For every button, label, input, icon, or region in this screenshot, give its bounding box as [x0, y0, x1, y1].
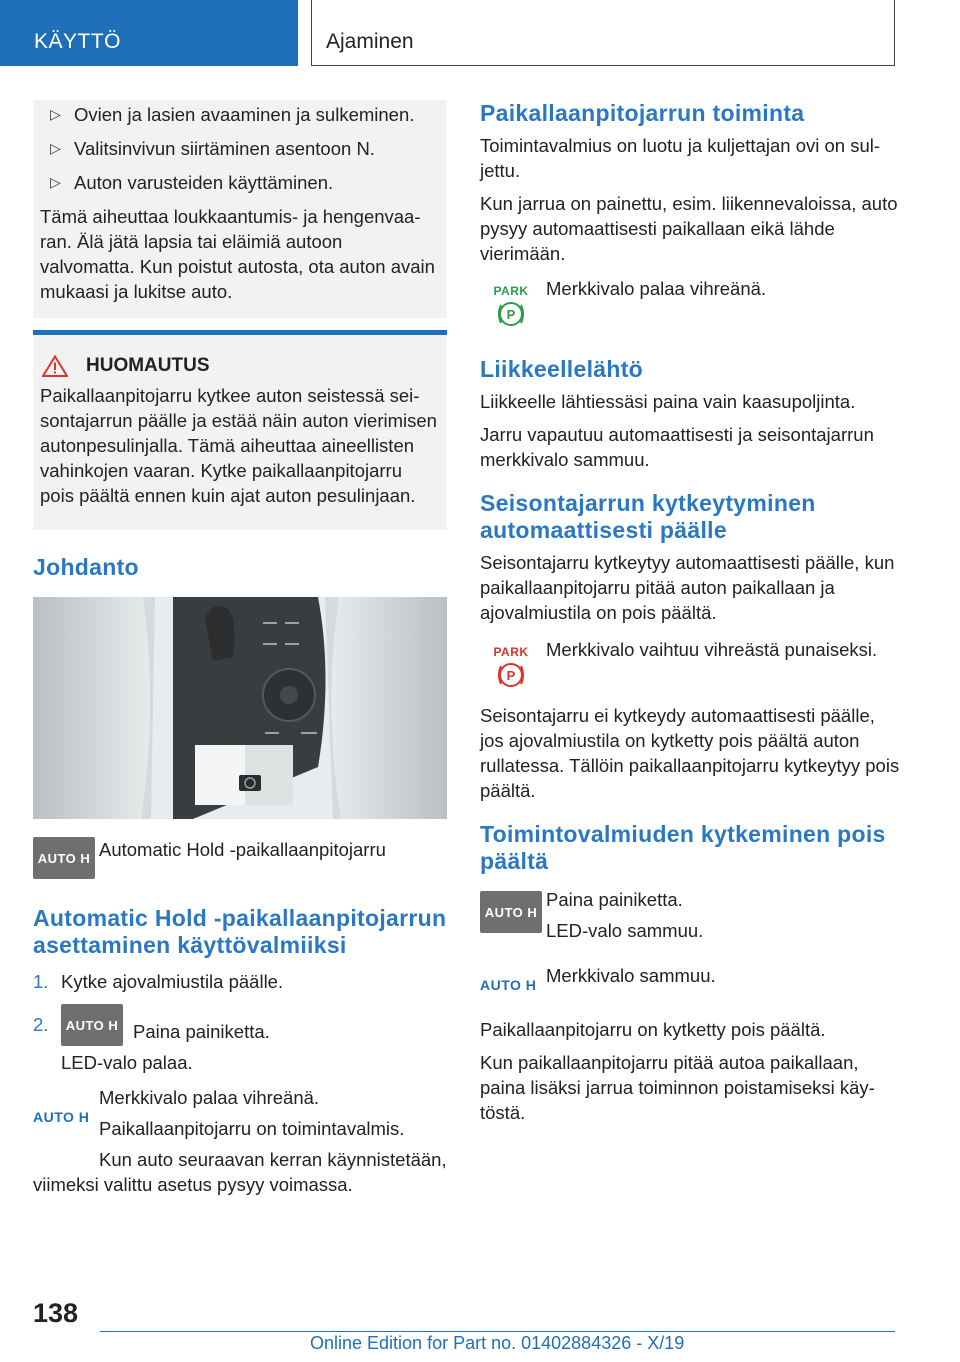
list-item: 1. Kytke ajovalmiustila päälle.	[33, 971, 284, 992]
auto-h-caption-row	[33, 837, 447, 879]
paragraph: Toimintavalmius on luotu ja kuljettajan ovi on suljettu.	[480, 135, 881, 181]
list-item: ▷ Ovien ja lasien avaaminen ja sulkeminen.	[50, 104, 415, 125]
led-text: LED-valo palaa.	[61, 1052, 193, 1073]
auto-h-button-slot	[33, 837, 99, 879]
park-green-slot	[480, 276, 546, 328]
notice-box	[33, 330, 447, 530]
off-press-text: Paina painiketta.	[546, 889, 683, 910]
park-green-text: Merkkivalo palaa vihreänä.	[546, 278, 767, 299]
paragraph: Kun paikallaanpitojarru pitää autoa paikallaan, paina lisäksi jarrua toiminnon poistamiseksi käytöstä.	[480, 1052, 875, 1123]
indicator-slot	[33, 1085, 99, 1127]
section-heading-setup: Automatic Hold -paikallaanpitojarrun asettaminen käyttövalmiiksi	[33, 905, 447, 958]
gear-selector-photo	[33, 597, 447, 819]
indicator-line: Merkkivalo palaa vihreänä.	[99, 1087, 320, 1108]
triangle-bullet-icon: ▷	[50, 174, 61, 190]
park-red-row	[480, 637, 900, 689]
indicator-row	[33, 1085, 447, 1147]
chapter-title: Ajaminen	[311, 0, 895, 66]
page-number: 138	[33, 1298, 79, 1328]
left-column	[33, 100, 447, 1197]
park-red-slot	[480, 637, 546, 689]
paragraph: Seisontajarru ei kytkeydy automaattisesti päälle, jos ajovalmiustila on kytketty pois päältä auton rullatessa. Tällöin paikallaanpitojarru kytkeytyy pois päältä.	[480, 705, 900, 801]
warning-continuation	[33, 100, 447, 318]
footer-divider	[100, 1331, 895, 1332]
paragraph: Jarru vapautuu automaattisesti ja seisontajarrun merkkivalo sammuu.	[480, 424, 874, 470]
park-red-text: Merkkivalo vaihtuu vihreästä punaiseksi.	[546, 639, 878, 660]
paragraph: Seisontajarru kytkeytyy automaattisesti päälle, kun paikallaanpitojarru pitää auton paikallaan ja ajovalmiustila on pois päältä.	[480, 552, 895, 623]
indicator-line: Paikallaanpitojarru on toimintavalmis.	[99, 1118, 405, 1139]
edition-text: Online Edition for Part no. 01402884326 - X/19	[310, 1333, 685, 1353]
warning-triangle-icon	[42, 355, 68, 377]
svg-text:P: P	[506, 668, 516, 683]
section-heading-auto-apply: Seisontajarrun kytkeytyminen automaattisesti päälle	[480, 490, 816, 543]
section-tab: KÄYTTÖ	[0, 0, 298, 66]
park-red-indicator-icon: PARK P	[480, 645, 542, 689]
off-button-row	[480, 887, 900, 949]
off-indicator-text: Merkkivalo sammuu.	[546, 965, 716, 986]
button-caption: Automatic Hold -paikallaanpitojarru	[99, 839, 386, 860]
triangle-bullet-icon: ▷	[50, 106, 61, 122]
section-heading-off: Toimintovalmiuden kytkeminen pois päältä	[480, 821, 886, 874]
off-button-slot	[480, 887, 546, 933]
off-indicator-row	[480, 963, 900, 995]
auto-h-button-icon: AUTO H	[61, 1004, 123, 1046]
console-illustration	[33, 597, 447, 819]
list-item: ▷ Auton varusteiden käyttäminen.	[50, 172, 334, 193]
right-column	[480, 100, 900, 1125]
paragraph: Liikkeelle lähtiessäsi paina vain kaasupoljinta.	[480, 391, 856, 412]
svg-text:P: P	[506, 307, 516, 322]
paragraph: Kun jarrua on painettu, esim. liikennevaloissa, auto pysyy automaattisesti paikallaan eikä lähde vierimään.	[480, 193, 898, 264]
park-green-row	[480, 276, 900, 328]
list-item: ▷ Valitsinvivun siirtäminen asentoon N.	[50, 138, 375, 159]
park-green-indicator-icon: PARK P	[480, 284, 542, 328]
auto-h-button-icon: AUTO H	[33, 837, 95, 879]
off-indicator-slot	[480, 963, 546, 995]
warning-list	[40, 102, 440, 195]
section-heading-function: Paikallaanpitojarrun toiminta	[480, 100, 805, 126]
auto-h-indicator-icon: AUTO H	[480, 977, 537, 993]
paragraph: Paikallaanpitojarru on kytketty pois päältä.	[480, 1019, 826, 1040]
next-start-text: Kun auto seuraavan kerran käynnistetään, viimeksi valittu asetus pysyy voimassa.	[33, 1149, 447, 1195]
section-heading-intro: Johdanto	[33, 554, 139, 580]
warning-paragraph: Tämä aiheuttaa loukkaantumis- ja hengenvaaran. Älä jätä lapsia tai eläimiä autoon valvomatta. Kun poistut autosta, ota auton avain mukaasi ja lukitse auto.	[40, 206, 435, 302]
section-heading-drive-off: Liikkeellelähtö	[480, 356, 644, 382]
off-led-text: LED-valo sammuu.	[546, 920, 704, 941]
list-item: 2. AUTO H Paina painiketta. LED-valo palaa.	[33, 1004, 447, 1075]
auto-h-button-icon: AUTO H	[480, 891, 542, 933]
notice-text: Paikallaanpitojarru kytkee auton seistessä seisontajarrun päälle ja estää näin auton vierimisen autonpesulinjalla. Tämä aiheuttaa aineellisten vahinkojen vaaran. Kytke paikallaanpitojarru pois päältä ennen kuin ajat auton pesulinjaan.	[40, 385, 437, 506]
notice-header: HUOMAUTUS	[40, 355, 440, 377]
triangle-bullet-icon: ▷	[50, 140, 61, 156]
setup-steps	[33, 969, 447, 1075]
auto-h-indicator-icon: AUTO H	[33, 1109, 90, 1125]
